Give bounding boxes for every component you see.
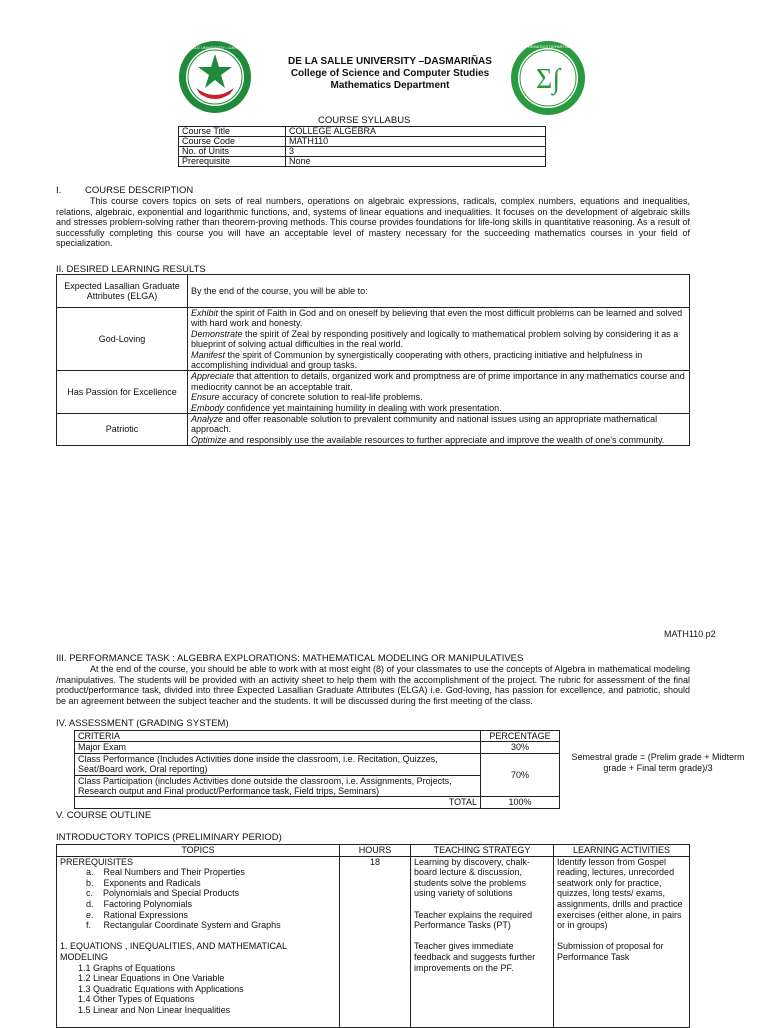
department-name: Mathematics Department bbox=[330, 80, 450, 91]
info-label: Course Title bbox=[179, 127, 286, 137]
info-label: No. of Units bbox=[179, 147, 286, 157]
list-item: 1.3 Quadratic Equations with Applications bbox=[78, 983, 244, 994]
table-row bbox=[57, 414, 690, 446]
column-header-hours: HOURS bbox=[340, 845, 411, 857]
attribute-passion-excellence: Has Passion for Excellence bbox=[57, 371, 188, 414]
topics-cell bbox=[57, 856, 340, 1027]
column-header-criteria: CRITERIA bbox=[75, 731, 481, 742]
college-name: College of Science and Computer Studies bbox=[290, 68, 490, 79]
outcome-item: Appreciate that attention to details, organized work and promptness are of prime importance in any mathematics course and mediocrity cannot be an acceptable trait. bbox=[191, 371, 685, 392]
activity-item: Submission of proposal for Performance Task bbox=[557, 941, 664, 962]
course-info-table bbox=[178, 126, 546, 167]
column-header-topics: TOPICS bbox=[57, 845, 340, 857]
criteria-major-exam: Major Exam bbox=[75, 742, 481, 753]
strategy-item: Learning by discovery, chalk-board lecture & discussion, students solve the problems using variety of solutions bbox=[414, 856, 530, 899]
outcome-item: Optimize and responsibly use the available resources to further appreciate and improve the wealth of one's community. bbox=[191, 434, 665, 445]
list-item: 1.5 Linear and Non Linear Inequalities bbox=[78, 1004, 231, 1015]
table-row bbox=[75, 797, 560, 808]
outcome-item: Embody confidence yet maintaining humility in dealing with work presentation. bbox=[191, 402, 502, 413]
table-row bbox=[57, 275, 690, 308]
column-header-percentage: PERCENTAGE bbox=[481, 731, 560, 742]
university-name: DE LA SALLE UNIVERSITY –DASMARIÑAS bbox=[288, 56, 492, 67]
table-row bbox=[57, 856, 690, 1027]
performance-task-text: At the end of the course, you should be able to work with at most eight (8) of your classmates to use the concepts of Algebra in mathematical modeling /manipulatives. The students will be provided with an activity sheet to help them with the accomplishment of the project. The rubric for assessment of the final product/performance task, divided into three Expected Lasallian Graduate Attributes (ELGA) i.e. God-loving, has passion for excellence, and patriotic, should be an agreement between the subject teacher and the students. It will be discussed during the first meeting of the class. bbox=[56, 664, 690, 706]
list-item: e. Rational Expressions bbox=[86, 909, 189, 920]
table-row bbox=[57, 845, 690, 857]
assessment-heading: IV. ASSESSMENT (GRADING SYSTEM) bbox=[56, 718, 229, 729]
list-item: 1.4 Other Types of Equations bbox=[78, 994, 195, 1005]
percentage-major-exam: 30% bbox=[481, 742, 560, 753]
table-row bbox=[57, 308, 690, 371]
criteria-class-participation: Class Participation (includes Activities done outside the classroom, i.e. Assignments, Projects, Research output and Final product/Performance task, Field trips, Seminars) bbox=[75, 775, 481, 797]
table-row bbox=[179, 157, 546, 167]
list-item: a. Real Numbers and Their Properties bbox=[86, 867, 245, 878]
strategy-cell bbox=[411, 856, 554, 1027]
outcome-item: Manifest the spirit of Communion by synergistically cooperating with others, practicing initiative and helpfulness in accomplishing individual and group tasks. bbox=[191, 349, 643, 371]
info-value: COLLEGE ALGEBRA bbox=[286, 127, 546, 137]
document-header bbox=[270, 56, 510, 92]
prerequisites-title: PREREQUISITES bbox=[60, 856, 134, 867]
column-header-strategy: TEACHING STRATEGY bbox=[411, 845, 554, 857]
column-header-activities: LEARNING ACTIVITIES bbox=[554, 845, 690, 857]
outcome-item: Ensure accuracy of concrete solution to real-life problems. bbox=[191, 392, 423, 403]
syllabus-title: COURSE SYLLABUS bbox=[318, 115, 411, 126]
prerequisites-list bbox=[60, 867, 336, 931]
column-header-elga: Expected Lasallian Graduate Attributes (ELGA) bbox=[57, 275, 188, 308]
course-outline-heading: V. COURSE OUTLINE bbox=[56, 810, 152, 821]
page-marker: MATH110 p2 bbox=[664, 629, 716, 639]
seal-text: MATHEMATICS DEPARTMENT bbox=[519, 44, 577, 49]
outcomes-cell bbox=[188, 308, 690, 371]
learning-results-heading: II. DESIRED LEARNING RESULTS bbox=[56, 264, 206, 275]
table-row bbox=[57, 371, 690, 414]
unit1-title: 1. EQUATIONS , INEQUALITIES, AND MATHEMATICAL MODELING bbox=[60, 941, 287, 962]
attribute-patriotic: Patriotic bbox=[57, 414, 188, 446]
info-label: Course Code bbox=[179, 137, 286, 147]
total-label: TOTAL bbox=[75, 797, 481, 808]
info-value: None bbox=[286, 157, 546, 167]
info-value: MATH110 bbox=[286, 137, 546, 147]
table-row bbox=[75, 753, 560, 775]
assessment-table bbox=[74, 730, 560, 809]
department-seal-logo bbox=[510, 40, 586, 116]
table-row bbox=[75, 742, 560, 753]
performance-task-heading: III. PERFORMANCE TASK : ALGEBRA EXPLORATIONS: MATHEMATICAL MODELING OR MANIPULATIVES bbox=[56, 653, 524, 664]
list-item: d. Factoring Polynomials bbox=[86, 898, 193, 909]
attribute-god-loving: God-Loving bbox=[57, 308, 188, 371]
list-item: f. Rectangular Coordinate System and Graphs bbox=[86, 920, 281, 931]
outcome-item: Demonstrate the spirit of Zeal by responding positively and logically to mathematical problem solving by considering it as a blueprint of solving actual difficulties in the real world. bbox=[191, 328, 679, 350]
table-row bbox=[75, 731, 560, 742]
info-value: 3 bbox=[286, 147, 546, 157]
course-description-text: This course covers topics on sets of real numbers, operations on algebraic expressions, radicals, complex numbers, equations and inequalities, relations, algebraic, exponential and logarithmic functions, and, systems of linear equations and inequalities. It focuses on the development of algebraic skills and stresses problem-solving rather than theorem-proving methods. This course provides foundations for life-long skills in quantitative reasoning. As a result of successfully completing this course you will have an acceptable level of mastery necessary for the succeeding mathematics courses in your field of specialization. bbox=[56, 196, 690, 248]
university-seal-logo bbox=[178, 40, 252, 114]
list-item: 1.2 Linear Equations in One Variable bbox=[78, 973, 225, 984]
table-row bbox=[179, 127, 546, 137]
hours-value: 18 bbox=[340, 856, 411, 1027]
column-header-outcomes: By the end of the course, you will be able to: bbox=[188, 275, 690, 308]
criteria-class-performance: Class Performance (Includes Activities done inside the classroom, i.e. Recitation, Quizzes, Seat/Board work, Oral reporting) bbox=[75, 753, 481, 775]
total-percentage: 100% bbox=[481, 797, 560, 808]
list-item: 1.1 Graphs of Equations bbox=[78, 962, 176, 973]
table-row bbox=[179, 137, 546, 147]
activities-cell bbox=[554, 856, 690, 1027]
outcome-item: Analyze and offer reasonable solution to prevalent community and national issues using an appropriate mathematical approach. bbox=[191, 414, 658, 435]
semestral-grade-formula: Semestral grade = (Prelim grade + Midterm grade + Final term grade)/3 bbox=[571, 752, 745, 773]
course-outline-table bbox=[56, 844, 690, 1028]
table-row bbox=[179, 147, 546, 157]
activity-item: Identify lesson from Gospel reading, lectures, unrecorded seatwork only for practice, quizzes, long tests/ exams, assignments, drills and practice exercises (either alone, in pairs or in groups) bbox=[557, 856, 683, 931]
outcomes-cell bbox=[188, 414, 690, 446]
list-item: b. Exponents and Radicals bbox=[86, 877, 201, 888]
sigma-symbol: Σ∫ bbox=[536, 64, 560, 95]
list-item: c. Polynomials and Special Products bbox=[86, 888, 240, 899]
strategy-item: Teacher gives immediate feedback and suggests further improvements on the PF. bbox=[414, 941, 536, 973]
percentage-class: 70% bbox=[481, 753, 560, 797]
strategy-item: Teacher explains the required Performance Tasks (PT) bbox=[414, 909, 533, 931]
seal-text: DE LA SALLE UNIVERSITY • DASMARIÑAS bbox=[178, 45, 252, 50]
learning-results-table bbox=[56, 274, 690, 446]
outcomes-cell bbox=[188, 371, 690, 414]
period-heading: INTRODUCTORY TOPICS (PRELIMINARY PERIOD) bbox=[56, 832, 282, 843]
info-label: Prerequisite bbox=[179, 157, 286, 167]
outcome-item: Exhibit the spirit of Faith in God and on oneself by believing that even the most difficult problems can be learned and solved with hard work and honesty. bbox=[191, 308, 683, 329]
course-description-heading: I. COURSE DESCRIPTION bbox=[56, 185, 194, 196]
